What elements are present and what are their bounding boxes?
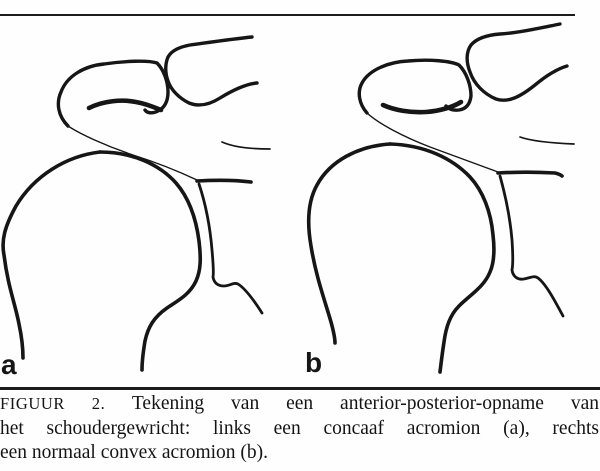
figure-caption xyxy=(0,392,599,466)
panel-b-clavicle-outline xyxy=(467,24,567,100)
panel-a-glenoid-rim-line xyxy=(199,184,262,313)
panel-b-humerus-medial-outline xyxy=(390,144,494,372)
panel-a-clavicle-outline xyxy=(166,37,257,105)
panel-b-label: b xyxy=(305,347,323,378)
panel-b-acromion-undersurface-convex xyxy=(383,102,461,112)
panel-a-humerus-lateral-outline xyxy=(3,152,100,358)
caption-line-1 xyxy=(0,392,599,417)
panel-a-glenoid-shelf-line xyxy=(197,180,251,182)
figure-number-label: FIGUUR 2. xyxy=(0,394,106,413)
panel-a-humerus-medial-outline xyxy=(100,152,200,370)
caption-line-1-text: Tekening van een anterior-posterior-opname van xyxy=(105,393,599,414)
panel-a-acromion-outline xyxy=(58,61,168,126)
panel-a-label: a xyxy=(1,349,17,380)
panel-a-scapular-spine-line xyxy=(222,142,270,149)
panel-b-glenoid-rim-line xyxy=(500,176,563,316)
caption-line-3: een normaal convex acromion (b). xyxy=(0,442,269,463)
panel-b-glenoid-shelf-line xyxy=(498,172,562,176)
panel-b-scapular-spine-line xyxy=(520,137,574,144)
panel-a-acromion-undersurface-concave xyxy=(89,101,161,110)
caption-rule xyxy=(0,387,600,390)
caption-line-2: het schoudergewricht: links een concaaf acromion (a), rechts xyxy=(0,417,599,439)
panel-b-humerus-lateral-outline xyxy=(309,144,390,343)
